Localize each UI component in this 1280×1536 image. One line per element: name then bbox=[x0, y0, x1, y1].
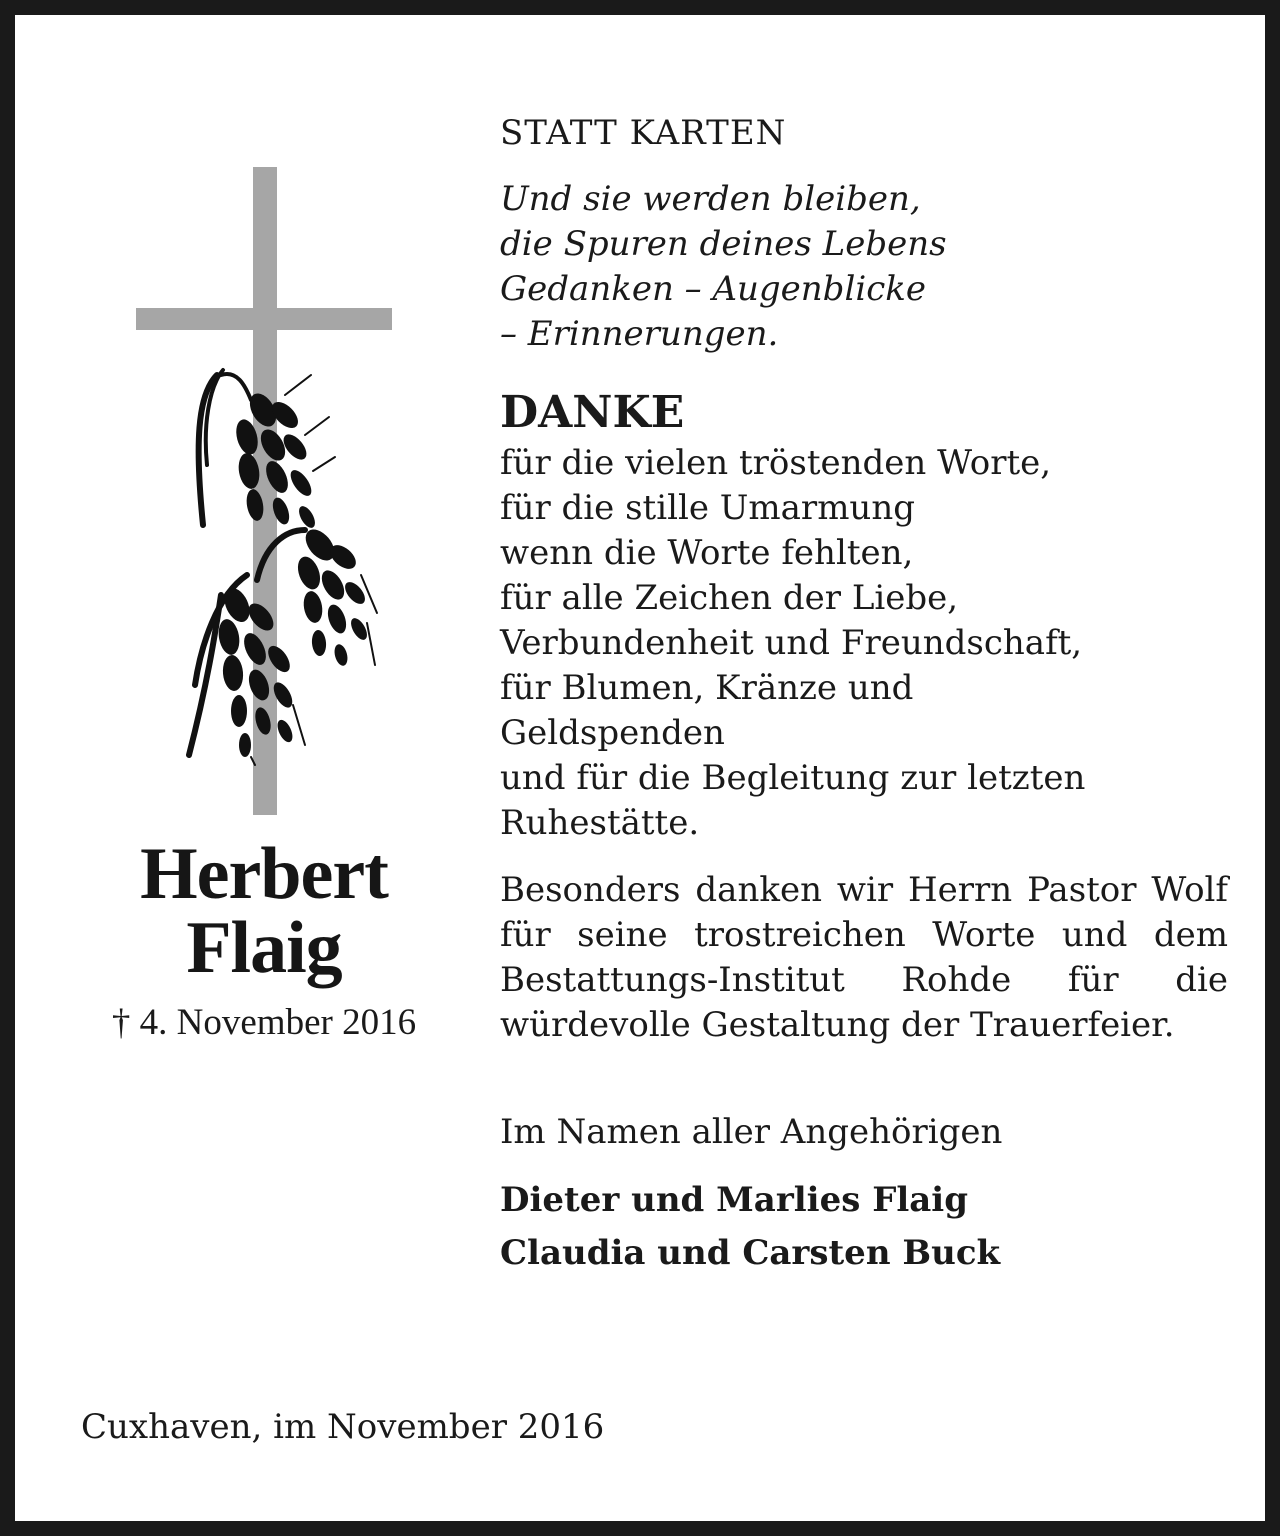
thanks-line: für Blumen, Kränze und bbox=[500, 668, 914, 708]
deceased-first-name: Herbert bbox=[140, 833, 388, 915]
relatives-intro: Im Namen aller Angehörigen bbox=[500, 1112, 1003, 1152]
poem-line: Gedanken – Augenblicke bbox=[500, 269, 926, 309]
poem-line: – Erinnerungen. bbox=[500, 314, 779, 354]
notice-text bbox=[500, 111, 1228, 1280]
notice-header: STATT KARTEN bbox=[500, 113, 787, 153]
danke-heading: DANKE bbox=[500, 387, 685, 438]
thanks-line: Verbundenheit und Freundschaft, bbox=[500, 623, 1083, 663]
signer-line: Dieter und Marlies Flaig bbox=[500, 1180, 968, 1220]
wheat-icon bbox=[189, 370, 377, 765]
thanks-line: für die stille Umarmung bbox=[500, 488, 915, 528]
cross-with-wheat-icon bbox=[125, 165, 405, 825]
thanks-line: wenn die Worte fehlten, bbox=[500, 533, 914, 573]
place-date: Cuxhaven, im November 2016 bbox=[81, 1407, 605, 1447]
signers bbox=[500, 1174, 1228, 1280]
thanks-line: für alle Zeichen der Liebe, bbox=[500, 578, 959, 618]
signer-line: Claudia und Carsten Buck bbox=[500, 1233, 1001, 1273]
death-date: † 4. November 2016 bbox=[111, 1002, 417, 1043]
poem-line: die Spuren deines Lebens bbox=[500, 224, 947, 264]
thanks-line: und für die Begleitung zur letzten bbox=[500, 758, 1086, 798]
thanks-line: für die vielen tröstenden Worte, bbox=[500, 443, 1052, 483]
poem bbox=[500, 177, 1228, 357]
thanks-list bbox=[500, 441, 1228, 846]
thanks-line: Geldspenden bbox=[500, 713, 725, 753]
poem-line: Und sie werden bleiben, bbox=[500, 179, 921, 219]
deceased-info bbox=[55, 833, 473, 1043]
thanks-line: Ruhestätte. bbox=[500, 803, 700, 843]
deceased-last-name: Flaig bbox=[186, 907, 342, 989]
special-thanks-paragraph: Besonders danken wir Herrn Pastor Wolf für seine trostreichen Worte und dem Bestattungs-Institut Rohde für die würdevolle Gestaltung der Trauerfeier. bbox=[500, 870, 1228, 1045]
